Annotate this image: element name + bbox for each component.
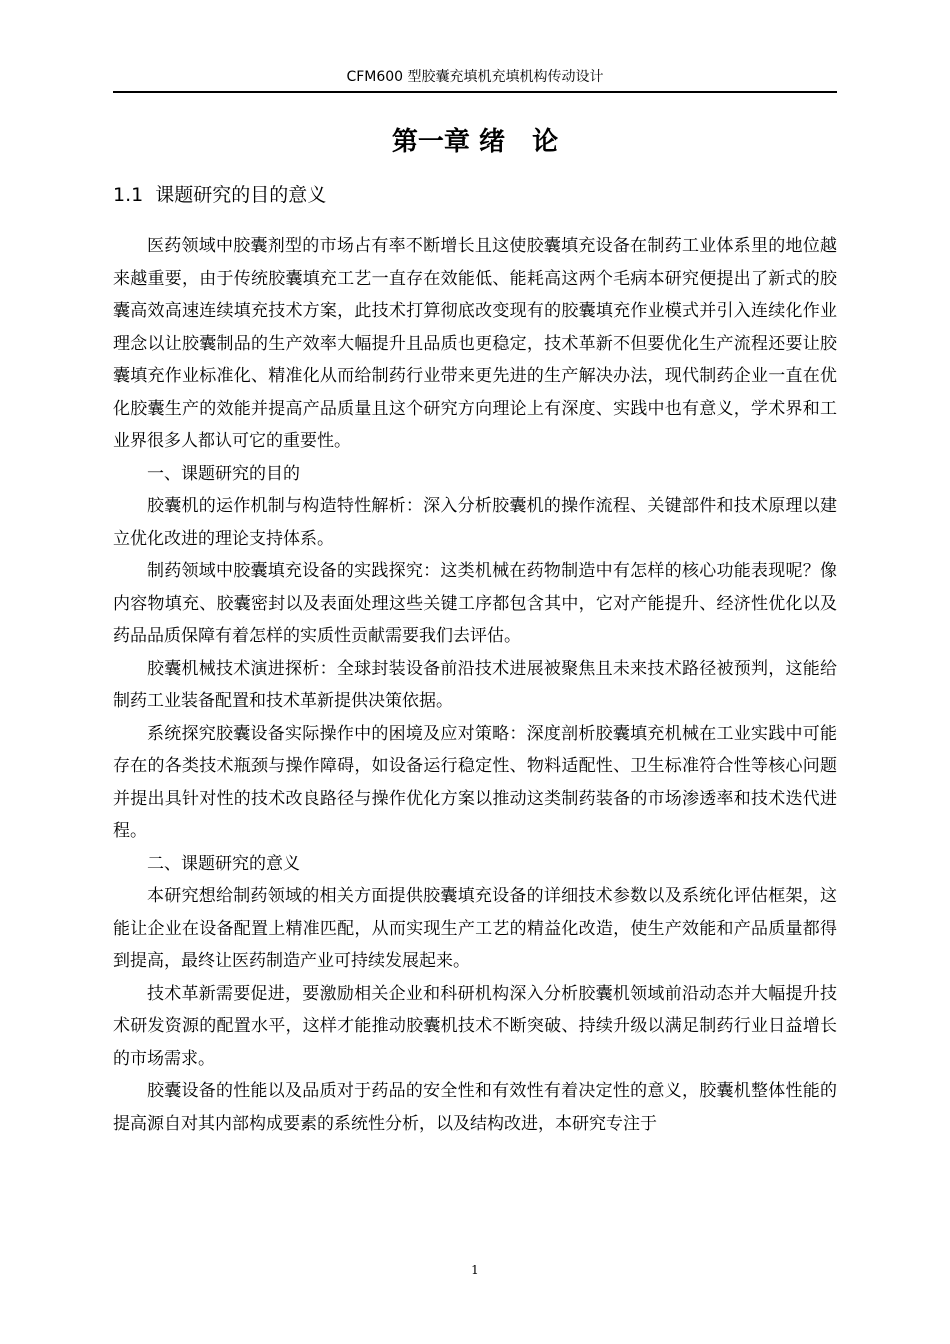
subheading-research-purpose: 一、课题研究的目的 <box>147 463 300 484</box>
header-rule <box>113 91 837 93</box>
paragraph-significance-parameters: 本研究想给制药领域的相关方面提供胶囊填充设备的详细技术参数以及系统化评估框架，这能让企业在设备配置上精准匹配，从而实现生产工艺的精益化改造，使生产效能和产品质量都得到提高，最终让医药制造产业可持续发展起来。 <box>113 886 837 971</box>
subheading-research-significance: 二、课题研究的意义 <box>147 853 300 874</box>
paragraph-purpose-problems: 系统探究胶囊设备实际操作中的困境及应对策略：深度剖析胶囊填充机械在工业实践中可能存在的各类技术瓶颈与操作障碍，如设备运行稳定性、物料适配性、卫生标准符合性等核心问题并提出具针对性的技术改良路径与操作优化方案以推动这类制药装备的市场渗透率和技术迭代进程。 <box>113 723 837 841</box>
paragraph-intro: 医药领域中胶囊剂型的市场占有率不断增长且这使胶囊填充设备在制药工业体系里的地位越来越重要，由于传统胶囊填充工艺一直存在效能低、能耗高这两个毛病本研究便提出了新式的胶囊高效高速连续填充技术方案，此技术打算彻底改变现有的胶囊填充作业模式并引入连续化作业理念以让胶囊制品的生产效率大幅提升且品质也更稳定，技术革新不但要优化生产流程还要让胶囊填充作业标准化、精准化从而给制药行业带来更先进的生产解决办法，现代制药企业一直在优化胶囊生产的效能并提高产品质量且这个研究方向理论上有深度、实践中也有意义，学术界和工业界很多人都认可它的重要性。 <box>113 236 837 451</box>
chapter-title: 第一章 绪 论 <box>391 127 559 157</box>
paragraph-significance-innovation: 技术革新需要促进，要激励相关企业和科研机构深入分析胶囊机领域前沿动态并大幅提升技术研发资源的配置水平，这样才能推动胶囊机技术不断突破、持续升级以满足制药行业日益增长的市场需求。 <box>113 983 837 1069</box>
body-text <box>113 230 837 1140</box>
paragraph-purpose-practice: 制药领域中胶囊填充设备的实践探究：这类机械在药物制造中有怎样的核心功能表现呢？像内容物填充、胶囊密封以及表面处理这些关键工序都包含其中，它对产能提升、经济性优化以及药品品质保障有着怎样的实质性贡献需要我们去评估。 <box>113 561 837 646</box>
paragraph-purpose-evolution: 胶囊机械技术演进探析：全球封装设备前沿技术进展被聚焦且未来技术路径被预判，这能给制药工业装备配置和技术革新提供决策依据。 <box>113 658 837 711</box>
paragraph-significance-quality: 胶囊设备的性能以及品质对于药品的安全性和有效性有着决定性的意义，胶囊机整体性能的提高源自对其内部构成要素的系统性分析，以及结构改进，本研究专注于 <box>113 1081 837 1134</box>
running-header: CFM600 型胶囊充填机充填机构传动设计 <box>346 69 604 85</box>
page-number: 1 <box>471 1263 479 1277</box>
paragraph-purpose-mechanism: 胶囊机的运作机制与构造特性解析：深入分析胶囊机的操作流程、关键部件和技术原理以建立优化改进的理论支持体系。 <box>113 496 837 549</box>
section-title: 1.1 课题研究的目的意义 <box>113 184 327 206</box>
